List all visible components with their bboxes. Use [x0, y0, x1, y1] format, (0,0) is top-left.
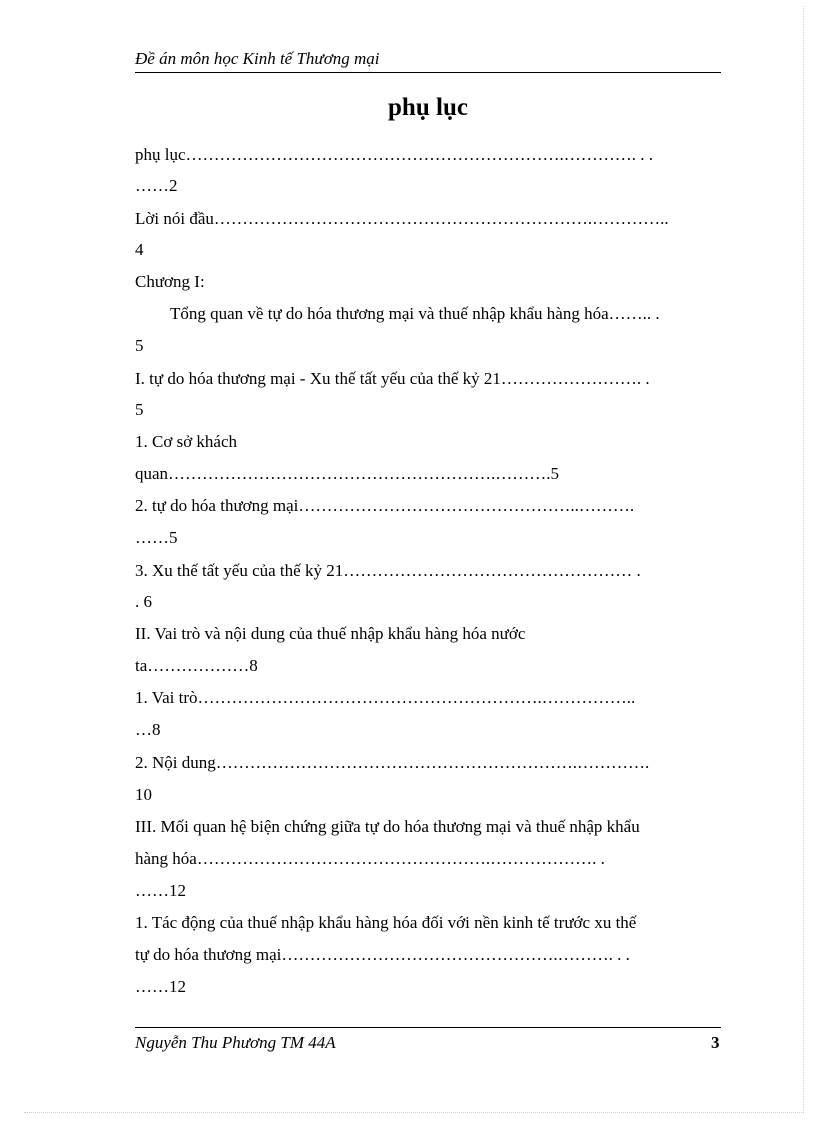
footer-author: Nguyễn Thu Phương TM 44A — [135, 1033, 336, 1052]
toc-entry-page: 5 — [135, 400, 144, 419]
toc-entry: hàng hóa…………………………………………….………………. . — [135, 849, 605, 868]
header-title: Đề án môn học Kinh tế Thương mại — [135, 49, 380, 68]
footer-divider — [135, 1027, 721, 1028]
toc-chapter-label: Chương I: — [135, 272, 205, 291]
toc-entry: phụ lục………………………………………………………….…………. . . — [135, 145, 654, 164]
page-number: 3 — [711, 1033, 720, 1052]
toc-entry: 2. tự do hóa thương mại…………………………………………..………. — [135, 496, 635, 515]
page-shadow-bottom — [24, 1112, 804, 1114]
page-header — [135, 46, 721, 73]
toc-entry: III. Mối quan hệ biện chứng giữa tự do hóa thương mại và thuế nhập khẩu — [135, 817, 640, 836]
toc-chapter-title: Tổng quan về tự do hóa thương mại và thuế nhập khẩu hàng hóa…….. . — [170, 304, 660, 323]
toc-entry: 1. Vai trò…………………………………………………….…………….. — [135, 688, 636, 707]
toc-entry-page: …8 — [135, 720, 161, 739]
toc-entry-page: ……12 — [135, 977, 186, 996]
toc-entry-page: ……5 — [135, 528, 178, 547]
toc-entry: quan………………………………………………….……….5 — [135, 464, 560, 483]
toc-entry: 1. Tác động của thuế nhập khẩu hàng hóa đối với nền kinh tế trước xu thế — [135, 913, 637, 932]
toc-entry: ta………………8 — [135, 656, 258, 675]
toc-entry: 2. Nội dung……………………………………………………….…………. — [135, 753, 650, 772]
toc-entry-page: ……2 — [135, 176, 178, 195]
toc-entry-page: . 6 — [135, 592, 152, 611]
toc-entry-page: 10 — [135, 785, 152, 804]
page-title: phụ lục — [388, 94, 468, 121]
page-shadow-right — [803, 6, 805, 1113]
toc-entry: I. tự do hóa thương mại - Xu thế tất yếu của thế kỷ 21……………………. . — [135, 369, 650, 388]
toc-entry-page: 4 — [135, 240, 144, 259]
toc-entry-page: ……12 — [135, 881, 186, 900]
toc-entry: 3. Xu thế tất yếu của thế kỷ 21…………………………………………… . — [135, 561, 641, 580]
toc-entry: 1. Cơ sở khách — [135, 432, 238, 451]
toc-entry-page: 5 — [135, 336, 144, 355]
toc-entry: II. Vai trò và nội dung của thuế nhập khẩu hàng hóa nước — [135, 624, 526, 643]
toc-entry: Lời nói đầu………………………………………………………….………….. — [135, 209, 669, 228]
toc-entry: tự do hóa thương mại………………………………………….………. . . — [135, 945, 630, 964]
